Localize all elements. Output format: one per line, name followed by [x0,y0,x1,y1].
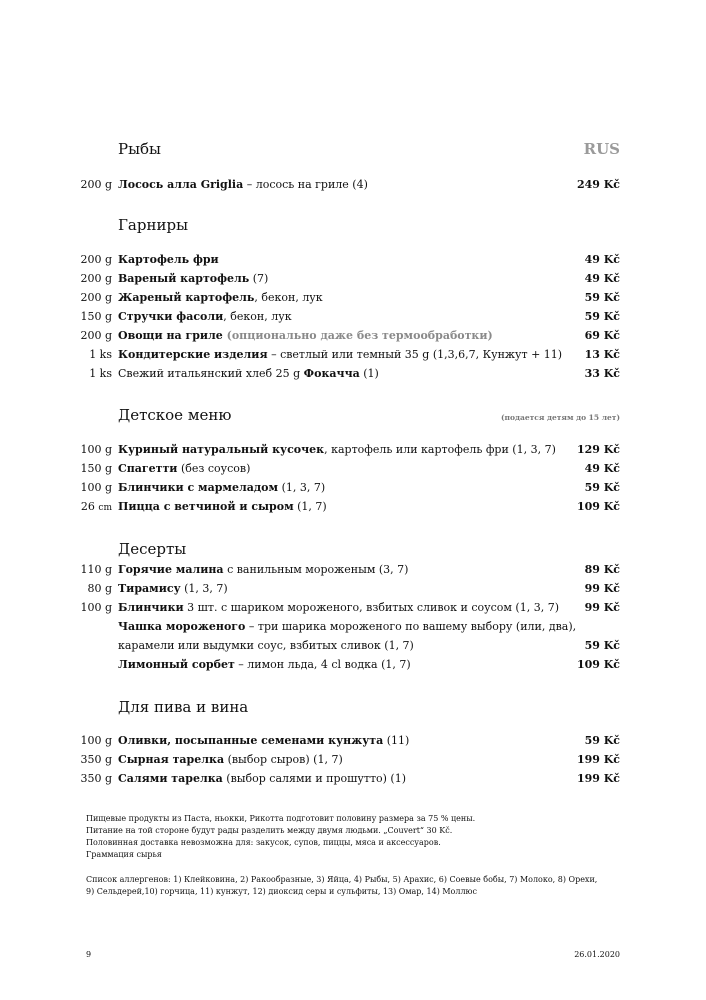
item-name: Блинчики [118,601,184,614]
document-date: 26.01.2020 [574,950,620,959]
menu-item [0,498,706,516]
item-description: (1, 7) [293,500,327,513]
item-name: Тирамису [118,582,181,595]
item-price: 59 Kč [584,639,620,652]
item-name: Спагетти [118,462,178,475]
page-number: 9 [86,950,92,959]
item-name: Салями тарелка [118,772,223,785]
item-price: 249 Kč [576,178,620,191]
item-price: 59 Kč [584,734,620,747]
item-description: с ванильным мороженым (3, 7) [223,563,409,576]
item-description: (1, 3, 7) [180,582,228,595]
item-name: Жареный картофель [118,291,255,304]
item-weight: 150 g [80,310,112,323]
item-description: , картофель или картофель фри (1, 3, 7) [324,443,556,456]
item-description: – лимон льда, 4 cl водка (1, 7) [234,658,411,671]
menu-item [0,599,706,617]
item-price: 89 Kč [584,563,620,576]
item-description: (11) [383,734,410,747]
item-name: Овощи на гриле [118,329,223,342]
item-weight: 100 g [80,734,112,747]
item-weight: 200 g [80,291,112,304]
menu-item [0,479,706,497]
item-name: Фокачча [303,367,360,380]
item-description: (1, 3, 7) [278,481,326,494]
item-price: 59 Kč [584,481,620,494]
menu-item [0,460,706,478]
item-price: 199 Kč [576,753,620,766]
menu-item [0,327,706,345]
item-price: 33 Kč [584,367,620,380]
item-weight-value: 26 [80,500,95,513]
item-description: (выбор сыров) (1, 7) [224,753,343,766]
item-weight: 350 g [80,772,112,785]
item-description: , бекон, лук [223,310,292,323]
item-description: карамели или выдумки соус, взбитых сливок (1, 7) [118,639,414,652]
footnote-line: Граммация сырья [86,850,162,859]
menu-item [0,618,706,636]
menu-item [0,656,706,674]
item-price: 99 Kč [584,601,620,614]
item-weight: 110 g [80,563,112,576]
item-description: (7) [249,272,269,285]
section-title-kids: Детское меню [118,406,232,424]
item-price: 59 Kč [584,291,620,304]
allergen-list-line: 9) Сельдерей,10) горчица, 11) кунжут, 12) диоксид серы и сульфиты, 13) Омар, 14) Моллюс [86,887,477,896]
item-weight: 200 g [80,272,112,285]
allergen-list-line: Список аллергенов: 1) Клейковина, 2) Ракообразные, 3) Яйца, 4) Рыбы, 5) Арахис, 6) Соевые бобы, 7) Молоко, 8) Орехи, [86,875,598,884]
item-price: 129 Kč [576,443,620,456]
menu-item [0,441,706,459]
item-description: – лосось на гриле (4) [243,178,368,191]
item-price: 49 Kč [584,462,620,475]
item-prefix: Свежий итальянский хлеб 25 g [118,367,304,380]
item-weight: 1 ks [89,348,112,361]
item-name: Кондитерские изделия [118,348,268,361]
item-price: 59 Kč [584,310,620,323]
menu-item [0,346,706,364]
section-title-fish: Рыбы [118,140,162,158]
menu-item [0,732,706,750]
item-price: 49 Kč [584,253,620,266]
menu-item [0,251,706,269]
item-name: Куриный натуральный кусочек [118,443,325,456]
item-weight: 100 g [80,443,112,456]
item-name: Оливки, посыпанные семенами кунжута [118,734,384,747]
item-price: 199 Kč [576,772,620,785]
item-name: Блинчики с мармеладом [118,481,279,494]
item-weight: 80 g [87,582,112,595]
section-title-sides: Гарниры [118,216,189,234]
item-weight: 200 g [80,253,112,266]
item-name: Лимонный сорбет [118,658,235,671]
footnote-line: Половинная доставка невозможна для: закусок, супов, пиццы, мяса и аксессуаров. [86,838,441,847]
item-name: Вареный картофель [118,272,250,285]
item-weight: 150 g [80,462,112,475]
menu-item [0,365,706,383]
item-description: , бекон, лук [254,291,323,304]
item-name: Сырная тарелка [118,753,225,766]
item-weight: 200 g [80,329,112,342]
item-description: (1) [359,367,379,380]
menu-item [0,289,706,307]
footnote-line: Пищевые продукты из Паста, ньокки, Рикотта подготовит половину размера за 75 % цены. [86,814,476,823]
section-title-beer-wine: Для пива и вина [118,698,249,716]
item-name: Чашка мороженого [118,620,246,633]
menu-item [0,770,706,788]
item-weight-unit: cm [98,503,112,513]
item-description: (выбор салями и прошутто) (1) [222,772,407,785]
menu-item [0,308,706,326]
kids-age-note: (подается детям до 15 лет) [500,413,620,422]
menu-item [0,176,706,194]
menu-item-continuation [0,637,706,655]
language-label: RUS [583,140,620,158]
menu-item [0,270,706,288]
item-weight: 1 ks [89,367,112,380]
item-name: Горячие малина [118,563,224,576]
section-title-desserts: Десерты [118,540,187,558]
item-price: 109 Kč [576,500,620,513]
item-description: 3 шт. с шариком мороженого, взбитых сливок и соусом (1, 3, 7) [183,601,559,614]
item-weight: 350 g [80,753,112,766]
item-weight: 200 g [80,178,112,191]
item-name: Картофель фри [118,253,219,266]
item-name: Стручки фасоли [118,310,224,323]
item-weight [81,498,112,517]
menu-item [0,580,706,598]
menu-item [0,561,706,579]
item-name: Пицца с ветчиной и сыром [118,500,294,513]
item-price: 99 Kč [584,582,620,595]
item-price: 13 Kč [584,348,620,361]
item-description: (опционально даже без термообработки) [222,329,493,342]
item-price: 109 Kč [576,658,620,671]
item-weight: 100 g [80,481,112,494]
item-price: 69 Kč [584,329,620,342]
menu-item [0,751,706,769]
item-description: – светлый или темный 35 g (1,3,6,7, Кунжут + 11) [267,348,563,361]
item-description: – три шарика мороженого по вашему выбору (или, два), [245,620,577,633]
item-price: 49 Kč [584,272,620,285]
footnote-line: Питание на той стороне будут рады разделить между двумя людьми. „Couvert“ 30 Kč. [86,826,453,835]
item-description: (без соусов) [177,462,251,475]
item-weight: 100 g [80,601,112,614]
item-name: Лосось алла Griglia [118,178,244,191]
